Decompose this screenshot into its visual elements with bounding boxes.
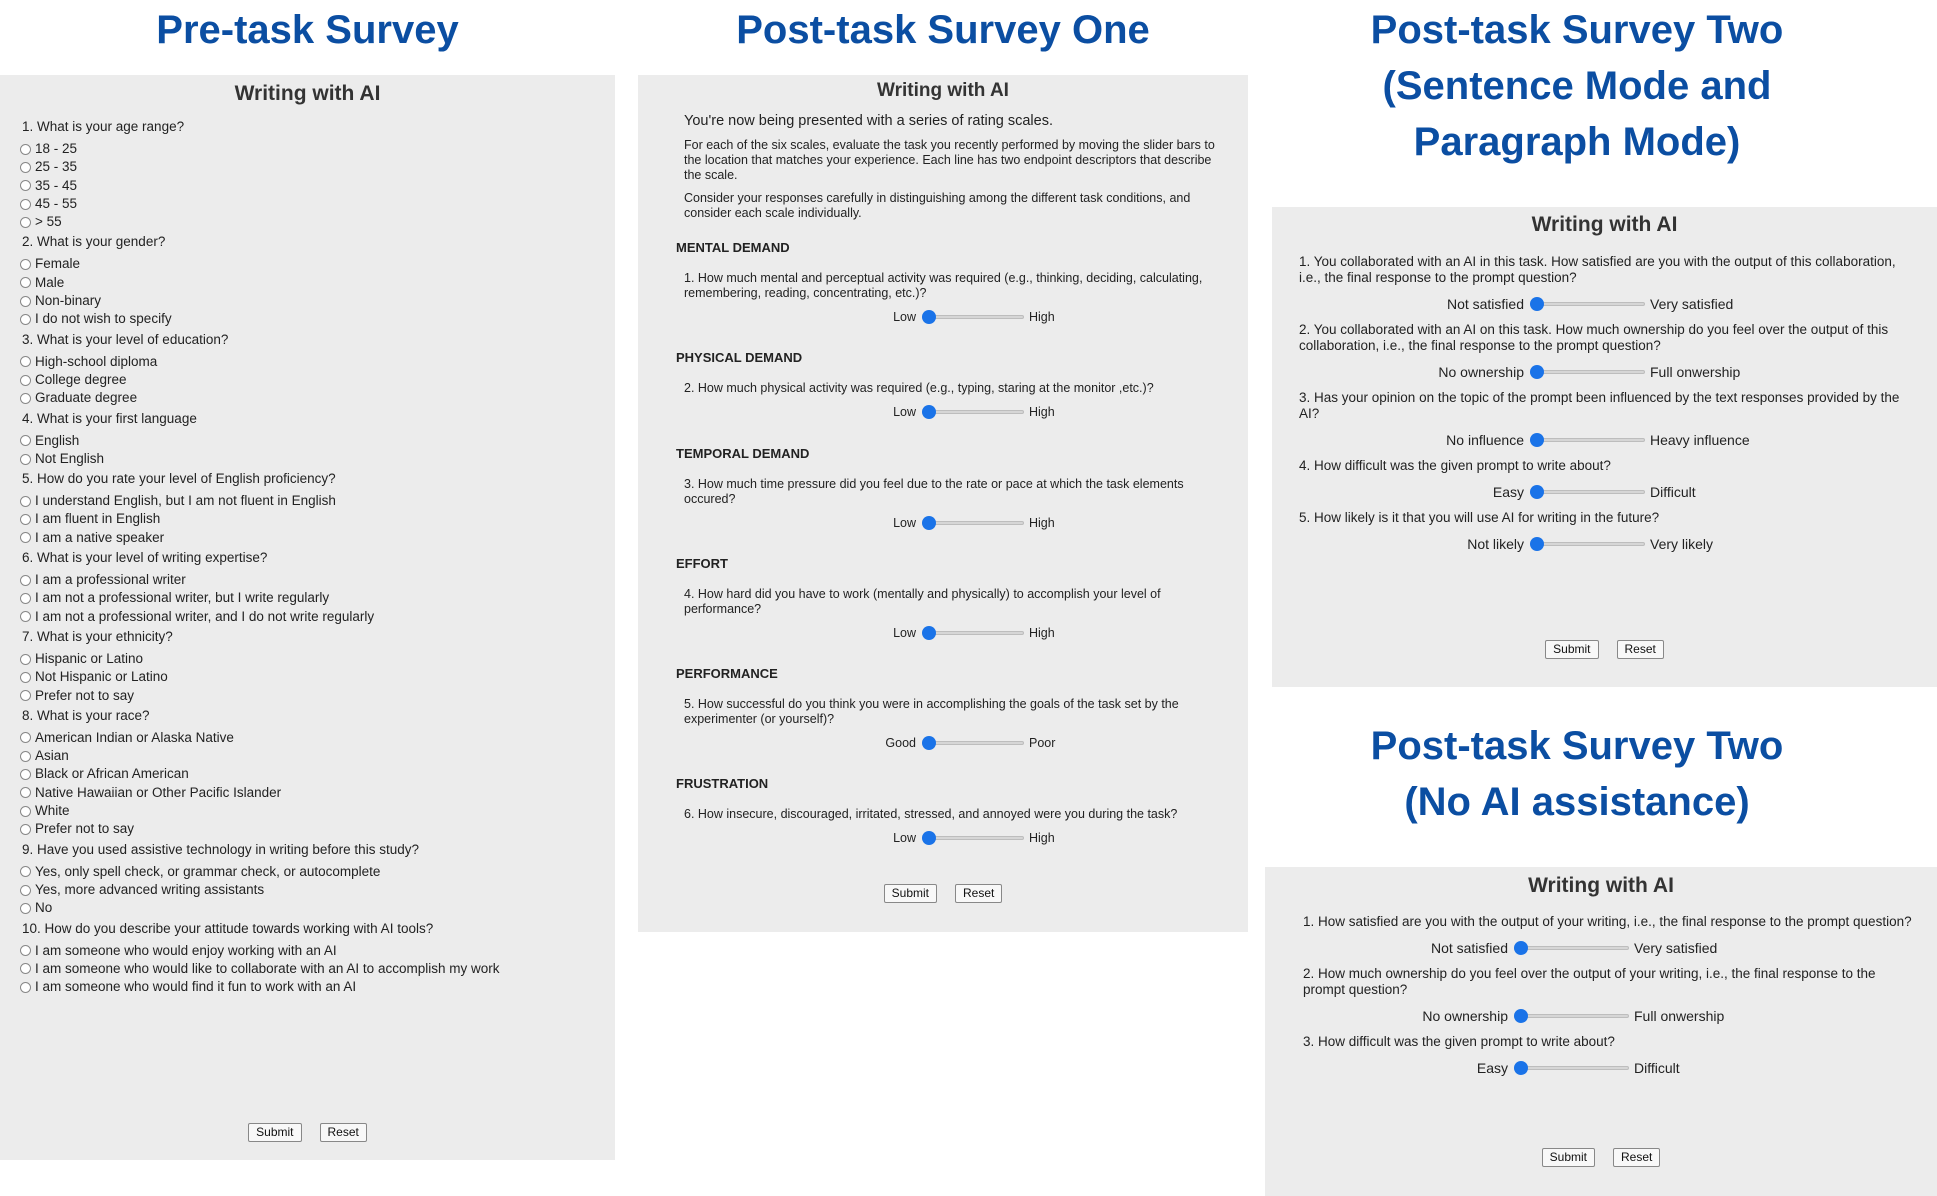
slider-low-label: Good	[885, 736, 916, 750]
radio-button[interactable]	[20, 806, 31, 817]
slider-high-label: Difficult	[1650, 484, 1696, 500]
radio-option[interactable]	[20, 589, 605, 607]
radio-label: Not Hispanic or Latino	[35, 669, 168, 685]
slider-low-label: Easy	[1492, 484, 1524, 500]
radio-label: Yes, more advanced writing assistants	[35, 881, 265, 897]
slider-thumb[interactable]	[922, 405, 936, 419]
radio-label: I am a native speaker	[35, 529, 165, 545]
question-label: 4. What is your first language	[22, 410, 197, 426]
slider-track	[922, 521, 1024, 525]
slider-track	[1530, 302, 1645, 306]
radio-label: No	[35, 900, 53, 916]
scale-block	[676, 350, 1218, 446]
slider-track	[1514, 1066, 1629, 1070]
slider-high-label: High	[1029, 626, 1055, 640]
question-list	[22, 119, 605, 996]
slider-low-label: No ownership	[1438, 364, 1524, 380]
instruction-text: Consider your responses carefully in distinguishing among the different task conditions, and consider each scale individually.	[684, 191, 1191, 220]
radio-button[interactable]	[20, 769, 31, 780]
slider-low-label: No influence	[1446, 432, 1524, 448]
radio-button[interactable]	[20, 514, 31, 525]
slider-thumb[interactable]	[1530, 433, 1544, 447]
radio-label: English	[35, 432, 80, 448]
radio-label: Yes, only spell check, or grammar check, or autocomplete	[35, 863, 381, 879]
question-label: 1. What is your age range?	[22, 119, 185, 134]
post-task-one-panel	[638, 75, 1248, 932]
scale-question: 2. How much physical activity was required (e.g., typing, staring at the monitor ,etc.)?	[684, 381, 1154, 395]
radio-button[interactable]	[20, 885, 31, 896]
scale-block	[676, 776, 1218, 872]
rating-slider[interactable]	[1514, 941, 1629, 955]
submit-button[interactable]: Submit	[884, 884, 937, 903]
scale-heading: EFFORT	[676, 556, 728, 571]
option-list	[20, 255, 605, 328]
slider-track	[1530, 490, 1645, 494]
panel-title: Writing with AI	[1531, 213, 1678, 236]
radio-option[interactable]	[20, 802, 605, 820]
slider-track	[1530, 438, 1645, 442]
scale-heading: PERFORMANCE	[676, 666, 778, 681]
radio-label: 35 - 45	[35, 177, 78, 193]
slider-thumb[interactable]	[922, 310, 936, 324]
radio-option[interactable]	[20, 140, 605, 158]
radio-label: I do not wish to specify	[35, 311, 172, 327]
radio-option[interactable]	[20, 510, 605, 528]
radio-button[interactable]	[20, 180, 31, 191]
rating-slider[interactable]	[922, 310, 1024, 324]
rating-slider[interactable]	[1530, 365, 1645, 379]
radio-label: College degree	[35, 371, 127, 387]
scale-list	[676, 240, 1218, 872]
radio-button[interactable]	[20, 532, 31, 543]
slider-thumb[interactable]	[922, 736, 936, 750]
radio-option[interactable]	[20, 213, 605, 231]
radio-button[interactable]	[20, 277, 31, 288]
question-label: 1. You collaborated with an AI in this task. How satisfied are you with the output of this collaboration, i.e., the final response to the prompt question?	[1299, 254, 1896, 285]
heading-line: Post-task Survey Two	[1370, 724, 1784, 768]
radio-button[interactable]	[20, 199, 31, 210]
slider-low-label: Low	[893, 405, 916, 419]
radio-option[interactable]	[20, 195, 605, 213]
scale-block	[676, 556, 1218, 666]
option-list	[20, 492, 605, 547]
question-label: 1. How satisfied are you with the output of your writing, i.e., the final response to the prompt question?	[1303, 914, 1912, 929]
scale-block	[676, 446, 1218, 556]
radio-option[interactable]	[20, 765, 605, 783]
scale-question: 3. How much time pressure did you feel due to the rate or pace at which the task elements occured?	[684, 477, 1184, 506]
heading-post-task-one: Post-task Survey One	[736, 8, 1150, 52]
radio-option[interactable]	[20, 571, 605, 589]
slider-low-label: Low	[893, 310, 916, 324]
slider-track	[922, 315, 1024, 319]
radio-label: Native Hawaiian or Other Pacific Islander	[35, 784, 282, 800]
button-row	[1265, 1148, 1937, 1167]
radio-button[interactable]	[20, 751, 31, 762]
radio-button[interactable]	[20, 496, 31, 507]
rating-slider[interactable]	[1530, 485, 1645, 499]
option-list	[20, 571, 605, 626]
slider-track	[1530, 370, 1645, 374]
radio-button[interactable]	[20, 296, 31, 307]
heading-line: Paragraph Mode)	[1413, 120, 1741, 164]
radio-option[interactable]	[20, 747, 605, 765]
slider-track	[1514, 1014, 1629, 1018]
slider-low-label: Easy	[1476, 1060, 1508, 1076]
radio-label: I am a professional writer	[35, 572, 186, 588]
slider-row	[1299, 364, 1912, 380]
rating-slider[interactable]	[1530, 297, 1645, 311]
radio-label: Asian	[35, 748, 69, 764]
radio-button[interactable]	[20, 866, 31, 877]
reset-button[interactable]: Reset	[955, 884, 1002, 903]
question-label: 5. How do you rate your level of English proficiency?	[22, 471, 336, 487]
slider-high-label: High	[1029, 516, 1055, 530]
scale-heading: MENTAL DEMAND	[676, 240, 790, 255]
radio-option[interactable]	[20, 942, 605, 960]
scale-heading: FRUSTRATION	[676, 776, 769, 791]
radio-button[interactable]	[20, 963, 31, 974]
scale-question: 5. How successful do you think you were in accomplishing the goals of the task set by the experimenter (or yourself)?	[684, 697, 1179, 726]
slider-high-label: Very satisfied	[1634, 940, 1718, 956]
question-label: 8. What is your race?	[22, 707, 150, 723]
radio-button[interactable]	[20, 945, 31, 956]
radio-button[interactable]	[20, 259, 31, 270]
heading-line: (No AI assistance)	[1404, 780, 1750, 824]
slider-row	[676, 404, 1218, 420]
radio-label: I am not a professional writer, but I write regularly	[35, 590, 330, 606]
reset-button[interactable]: Reset	[1613, 1148, 1660, 1167]
radio-label: Graduate degree	[35, 390, 138, 406]
slider-thumb[interactable]	[1530, 485, 1544, 499]
radio-button[interactable]	[20, 393, 31, 404]
submit-button[interactable]: Submit	[248, 1123, 301, 1142]
radio-option[interactable]	[20, 529, 605, 547]
slider-low-label: Not satisfied	[1430, 940, 1508, 956]
slider-low-label: No ownership	[1422, 1008, 1508, 1024]
radio-button[interactable]	[20, 732, 31, 743]
rating-slider[interactable]	[1530, 537, 1645, 551]
question-label: 10. How do you describe your attitude towards working with AI tools?	[22, 920, 434, 936]
rating-slider[interactable]	[1530, 433, 1645, 447]
radio-label: 18 - 25	[35, 141, 78, 156]
rating-slider[interactable]	[1514, 1009, 1629, 1023]
button-row	[0, 1123, 615, 1142]
slider-row	[1299, 296, 1912, 312]
scale-question: 6. How insecure, discouraged, irritated, stressed, and annoyed were you during the task?	[684, 807, 1178, 821]
question-list	[1303, 914, 1912, 1076]
submit-button[interactable]: Submit	[1542, 1148, 1595, 1167]
scale-question: 4. How hard did you have to work (mentally and physically) to accomplish your level of performance?	[684, 587, 1161, 616]
heading-post-task-two-no-ai	[1272, 718, 1882, 830]
radio-button[interactable]	[20, 375, 31, 386]
slider-thumb[interactable]	[922, 626, 936, 640]
radio-option[interactable]	[20, 784, 605, 802]
radio-button[interactable]	[20, 654, 31, 665]
radio-label: White	[35, 803, 70, 819]
radio-button[interactable]	[20, 314, 31, 325]
radio-label: Prefer not to say	[35, 821, 135, 837]
radio-label: Not English	[35, 450, 105, 466]
reset-button[interactable]: Reset	[320, 1123, 367, 1142]
heading-pre-task: Pre-task Survey	[156, 8, 459, 52]
heading-post-task-two-ai	[1272, 2, 1882, 170]
slider-row	[676, 309, 1218, 325]
slider-row	[1303, 1008, 1912, 1024]
radio-option[interactable]	[20, 960, 605, 978]
slider-thumb[interactable]	[1514, 1061, 1528, 1075]
slider-row	[1299, 484, 1912, 500]
radio-button[interactable]	[20, 690, 31, 701]
question-label: 2. What is your gender?	[22, 234, 166, 250]
slider-high-label: High	[1029, 405, 1055, 419]
slider-track	[922, 410, 1024, 414]
slider-high-label: Very satisfied	[1650, 296, 1734, 312]
radio-option[interactable]	[20, 432, 605, 450]
slider-low-label: Not satisfied	[1446, 296, 1524, 312]
slider-thumb[interactable]	[1530, 365, 1544, 379]
slider-row	[676, 515, 1218, 531]
question-list	[1299, 254, 1912, 552]
slider-track	[1530, 542, 1645, 546]
rating-slider[interactable]	[922, 831, 1024, 845]
pre-task-panel	[0, 75, 615, 1160]
slider-row	[1303, 940, 1912, 956]
button-row	[638, 884, 1248, 903]
option-list	[20, 432, 605, 469]
slider-high-label: High	[1029, 310, 1055, 324]
radio-option[interactable]	[20, 820, 605, 838]
question-label: 2. How much ownership do you feel over the output of your writing, i.e., the final response to the prompt question?	[1303, 966, 1876, 997]
question-label: 3. How difficult was the given prompt to write about?	[1303, 1034, 1615, 1049]
radio-label: Hispanic or Latino	[35, 650, 144, 666]
radio-label: I am fluent in English	[35, 511, 161, 527]
radio-label: I am someone who would enjoy working with an AI	[35, 942, 337, 958]
slider-row	[676, 625, 1218, 641]
radio-button[interactable]	[20, 162, 31, 173]
slider-thumb[interactable]	[922, 831, 936, 845]
radio-button[interactable]	[20, 903, 31, 914]
scale-heading: PHYSICAL DEMAND	[676, 350, 803, 365]
reset-button[interactable]: Reset	[1617, 640, 1664, 659]
radio-button[interactable]	[20, 593, 31, 604]
rating-slider[interactable]	[922, 626, 1024, 640]
question-label: 9. Have you used assistive technology in writing before this study?	[22, 841, 419, 857]
question-label: 2. You collaborated with an AI on this task. How much ownership do you feel over the output of this collaboration, i.e., the final response to the prompt question?	[1299, 322, 1889, 353]
radio-option[interactable]	[20, 650, 605, 668]
post-task-two-no-ai-panel	[1265, 867, 1937, 1196]
slider-thumb[interactable]	[922, 516, 936, 530]
slider-track	[922, 836, 1024, 840]
slider-thumb[interactable]	[1530, 537, 1544, 551]
question-label: 4. How difficult was the given prompt to write about?	[1299, 458, 1611, 473]
slider-row	[676, 735, 1218, 751]
radio-option[interactable]	[20, 177, 605, 195]
radio-label: I am someone who would like to collaborate with an AI to accomplish my work	[35, 960, 500, 976]
radio-label: > 55	[35, 214, 62, 230]
radio-label: I am someone who would find it fun to work with an AI	[35, 979, 357, 995]
submit-button[interactable]: Submit	[1545, 640, 1598, 659]
intro-text: You're now being presented with a series of rating scales.	[684, 113, 1053, 129]
radio-option[interactable]	[20, 863, 605, 881]
slider-high-label: Poor	[1029, 736, 1056, 750]
radio-option[interactable]	[20, 668, 605, 686]
radio-label: I am not a professional writer, and I do not write regularly	[35, 608, 375, 624]
rating-slider[interactable]	[922, 405, 1024, 419]
radio-label: Black or African American	[35, 766, 189, 782]
radio-label: American Indian or Alaska Native	[35, 729, 234, 745]
slider-row	[676, 830, 1218, 846]
slider-thumb[interactable]	[1530, 297, 1544, 311]
slider-high-label: Very likely	[1650, 536, 1714, 552]
slider-high-label: High	[1029, 831, 1055, 845]
radio-button[interactable]	[20, 217, 31, 228]
radio-button[interactable]	[20, 575, 31, 586]
radio-option[interactable]	[20, 255, 605, 273]
radio-option[interactable]	[20, 899, 605, 917]
radio-option[interactable]	[20, 729, 605, 747]
slider-track	[922, 631, 1024, 635]
radio-option[interactable]	[20, 274, 605, 292]
radio-label: High-school diploma	[35, 353, 158, 369]
radio-button[interactable]	[20, 435, 31, 446]
option-list	[20, 140, 605, 231]
rating-slider[interactable]	[1514, 1061, 1629, 1075]
radio-label: 25 - 35	[35, 159, 78, 175]
radio-label: Male	[35, 274, 65, 290]
scale-block	[676, 666, 1218, 776]
scale-heading: TEMPORAL DEMAND	[676, 446, 810, 461]
radio-option[interactable]	[20, 158, 605, 176]
radio-button[interactable]	[20, 144, 31, 155]
radio-option[interactable]	[20, 978, 605, 996]
rating-slider[interactable]	[922, 516, 1024, 530]
radio-option[interactable]	[20, 371, 605, 389]
heading-line: (Sentence Mode and	[1382, 64, 1772, 108]
slider-row	[1303, 1060, 1912, 1076]
slider-low-label: Not likely	[1467, 536, 1524, 552]
radio-label: Non-binary	[35, 293, 102, 309]
option-list	[20, 650, 605, 705]
slider-high-label: Difficult	[1634, 1060, 1680, 1076]
scale-question: 1. How much mental and perceptual activity was required (e.g., thinking, deciding, calculating, remembering, reading, concentrating, etc.)?	[684, 271, 1203, 300]
panel-title: Writing with AI	[1528, 874, 1674, 897]
slider-low-label: Low	[893, 831, 916, 845]
radio-option[interactable]	[20, 608, 605, 626]
question-label: 6. What is your level of writing expertise?	[22, 550, 268, 566]
radio-label: I understand English, but I am not fluent in English	[35, 493, 336, 509]
radio-button[interactable]	[20, 356, 31, 367]
option-list	[20, 942, 605, 997]
radio-option[interactable]	[20, 353, 605, 371]
slider-track	[922, 741, 1024, 745]
radio-button[interactable]	[20, 824, 31, 835]
post-task-two-ai-panel	[1272, 207, 1937, 687]
radio-option[interactable]	[20, 881, 605, 899]
slider-low-label: Low	[893, 626, 916, 640]
scale-block	[676, 240, 1218, 350]
option-list	[20, 729, 605, 839]
radio-label: Female	[35, 256, 81, 272]
option-list	[20, 863, 605, 918]
slider-track	[1514, 946, 1629, 950]
panel-title: Writing with AI	[234, 82, 381, 105]
radio-option[interactable]	[20, 310, 605, 328]
slider-high-label: Full onwership	[1634, 1008, 1725, 1024]
button-row	[1272, 640, 1937, 659]
slider-thumb[interactable]	[1514, 1009, 1528, 1023]
slider-low-label: Low	[893, 516, 916, 530]
intro-block	[684, 112, 1218, 221]
instruction-text: For each of the six scales, evaluate the task you recently performed by moving the slider bars to the location that matches your experience. Each line has two endpoint descriptors that describe the scale.	[684, 138, 1215, 182]
radio-option[interactable]	[20, 450, 605, 468]
radio-button[interactable]	[20, 672, 31, 683]
question-label: 5. How likely is it that you will use AI for writing in the future?	[1299, 510, 1660, 525]
radio-button[interactable]	[20, 611, 31, 622]
radio-button[interactable]	[20, 787, 31, 798]
slider-row	[1299, 432, 1912, 448]
heading-line: Post-task Survey Two	[1370, 8, 1784, 52]
panel-title: Writing with AI	[877, 80, 1009, 101]
question-label: 3. Has your opinion on the topic of the prompt been influenced by the text responses provided by the AI?	[1299, 390, 1900, 421]
radio-label: Prefer not to say	[35, 687, 135, 703]
radio-option[interactable]	[20, 292, 605, 310]
radio-button[interactable]	[20, 982, 31, 993]
question-label: 7. What is your ethnicity?	[22, 628, 173, 644]
question-label: 3. What is your level of education?	[22, 331, 229, 347]
slider-high-label: Full onwership	[1650, 364, 1741, 380]
rating-slider[interactable]	[922, 736, 1024, 750]
radio-label: 45 - 55	[35, 195, 78, 211]
slider-high-label: Heavy influence	[1650, 432, 1750, 448]
slider-thumb[interactable]	[1514, 941, 1528, 955]
radio-option[interactable]	[20, 687, 605, 705]
option-list	[20, 353, 605, 408]
radio-option[interactable]	[20, 492, 605, 510]
radio-option[interactable]	[20, 389, 605, 407]
slider-row	[1299, 536, 1912, 552]
radio-button[interactable]	[20, 454, 31, 465]
